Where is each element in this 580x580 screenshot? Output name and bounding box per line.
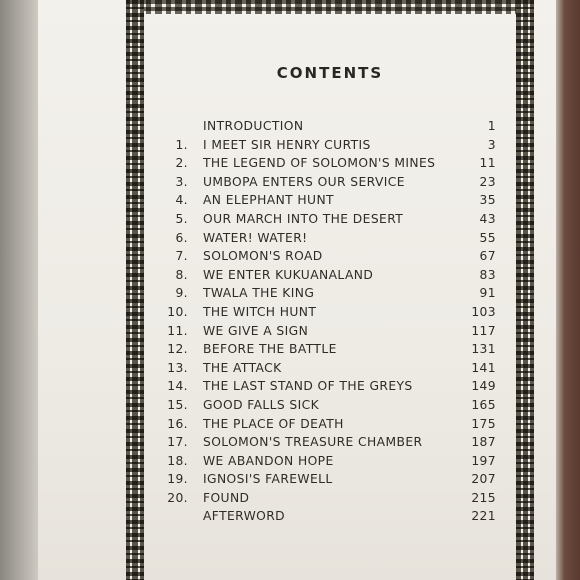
page-number: 91: [479, 286, 496, 301]
chapter-title: THE ATTACK: [203, 360, 282, 375]
chapter-title: FOUND: [203, 490, 250, 505]
page-number: 165: [471, 397, 496, 412]
chapter-number: 18.: [167, 453, 188, 468]
chapter-number: 9.: [175, 286, 188, 301]
chapter-number: 20.: [167, 490, 188, 505]
table-of-contents: [162, 117, 506, 526]
chapter-number: 7.: [175, 249, 188, 264]
toc-entry: [162, 433, 506, 452]
chapter-title: THE LAST STAND OF THE GREYS: [203, 379, 413, 394]
decorative-border-right: [516, 0, 534, 580]
chapter-title: THE PLACE OF DEATH: [203, 416, 344, 431]
chapter-number: 12.: [167, 342, 188, 357]
toc-entry: [162, 117, 506, 136]
decorative-border-left: [126, 0, 144, 580]
chapter-title: GOOD FALLS SICK: [203, 397, 320, 412]
toc-entry: [162, 377, 506, 396]
toc-entry: [162, 415, 506, 434]
page-number: 187: [471, 435, 496, 450]
toc-entry: [162, 396, 506, 415]
chapter-number: 3.: [175, 174, 188, 189]
page-number: 35: [479, 193, 496, 208]
chapter-title: UMBOPA ENTERS OUR SERVICE: [203, 174, 405, 189]
page-number: 207: [471, 472, 496, 487]
toc-entry: [162, 210, 506, 229]
chapter-number: 1.: [175, 137, 188, 152]
chapter-title: I MEET SIR HENRY CURTIS: [203, 137, 371, 152]
contents-title: CONTENTS: [276, 64, 384, 82]
toc-entry: [162, 284, 506, 303]
toc-entry: [162, 507, 506, 526]
chapter-title: TWALA THE KING: [203, 286, 315, 301]
chapter-number: 15.: [167, 397, 188, 412]
book-page: [38, 0, 556, 580]
chapter-title: WATER! WATER!: [203, 230, 308, 245]
book-cover-edge: [554, 0, 580, 580]
chapter-number: 2.: [175, 156, 188, 171]
toc-entry: [162, 452, 506, 471]
page-number: 103: [471, 304, 496, 319]
toc-entry: [162, 154, 506, 173]
chapter-title: OUR MARCH INTO THE DESERT: [203, 211, 404, 226]
chapter-title: INTRODUCTION: [203, 119, 304, 133]
page-number: 149: [471, 379, 496, 394]
toc-entry: [162, 229, 506, 248]
chapter-number: 6.: [175, 230, 188, 245]
chapter-number: 4.: [175, 193, 188, 208]
chapter-title: THE WITCH HUNT: [203, 304, 317, 319]
chapter-number: 17.: [167, 435, 188, 450]
chapter-title: BEFORE THE BATTLE: [203, 342, 337, 357]
toc-entry: [162, 191, 506, 210]
chapter-title: AN ELEPHANT HUNT: [203, 193, 334, 208]
toc-entry: [162, 303, 506, 322]
page-number: 83: [479, 267, 496, 282]
page-number: 1: [487, 119, 496, 133]
page-number: 215: [471, 490, 496, 505]
chapter-number: 5.: [175, 211, 188, 226]
chapter-number: 14.: [167, 379, 188, 394]
page-number: 23: [479, 174, 496, 189]
toc-entry: [162, 266, 506, 285]
page-number: 175: [471, 416, 496, 431]
toc-entry: [162, 136, 506, 155]
page-number: 117: [471, 323, 496, 338]
toc-entry: [162, 359, 506, 378]
decorative-border-top: [126, 0, 518, 14]
chapter-number: 19.: [167, 472, 188, 487]
toc-entry: [162, 247, 506, 266]
chapter-number: 11.: [167, 323, 188, 338]
toc-entry: [162, 340, 506, 359]
chapter-number: 13.: [167, 360, 188, 375]
page-number: 3: [487, 137, 496, 152]
chapter-title: WE ENTER KUKUANALAND: [203, 267, 374, 282]
page-number: 141: [471, 360, 496, 375]
page-number: 221: [471, 509, 496, 524]
toc-entry: [162, 470, 506, 489]
chapter-title: SOLOMON'S ROAD: [203, 249, 323, 264]
page-number: 67: [479, 249, 496, 264]
chapter-number: 16.: [167, 416, 188, 431]
page-number: 11: [479, 156, 496, 171]
chapter-title: SOLOMON'S TREASURE CHAMBER: [203, 435, 423, 450]
chapter-number: 8.: [175, 267, 188, 282]
page-number: 197: [471, 453, 496, 468]
chapter-title: IGNOSI'S FAREWELL: [203, 472, 333, 487]
page-number: 131: [471, 342, 496, 357]
chapter-title: WE GIVE A SIGN: [203, 323, 309, 338]
toc-entry: [162, 173, 506, 192]
chapter-title: AFTERWORD: [203, 509, 286, 524]
toc-entry: [162, 322, 506, 341]
chapter-number: 10.: [167, 304, 188, 319]
toc-entry: [162, 489, 506, 508]
page-number: 55: [479, 230, 496, 245]
page-number: 43: [479, 211, 496, 226]
chapter-title: WE ABANDON HOPE: [203, 453, 334, 468]
chapter-title: THE LEGEND OF SOLOMON'S MINES: [203, 156, 436, 171]
